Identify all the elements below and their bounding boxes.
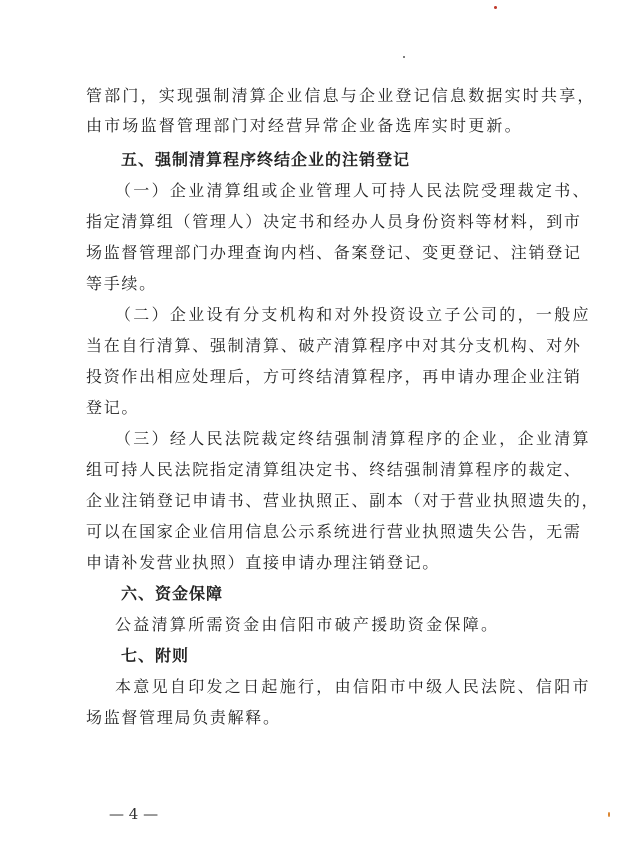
section-heading-7: 七、附则: [121, 646, 190, 665]
body-line-21: 场监督管理局负责解释。: [86, 708, 281, 727]
body-line-13: 组可持人民法院指定清算组决定书、终结强制清算程序的裁定、: [86, 460, 582, 479]
body-line-11: 登记。: [86, 398, 140, 417]
body-line-6: 场监督管理部门办理查询内档、备案登记、变更登记、注销登记: [86, 243, 582, 262]
body-line-2: 由市场监督管理部门对经营异常企业备选库实时更新。: [86, 116, 523, 135]
body-line-18: 公益清算所需资金由信阳市破产援助资金保障。: [115, 615, 500, 634]
body-line-15: 可以在国家企业信用信息公示系统进行营业执照遗失公告，无需: [86, 522, 582, 541]
section-heading-6: 六、资金保障: [121, 584, 224, 603]
body-line-7: 等手续。: [86, 274, 157, 293]
body-line-16: 申请补发营业执照）直接申请办理注销登记。: [86, 553, 441, 572]
body-line-4: （一）企业清算组或企业管理人可持人民法院受理裁定书、: [115, 181, 591, 200]
body-line-5: 指定清算组（管理人）决定书和经办人员身份资料等材料，到市: [86, 212, 582, 231]
body-line-10: 投资作出相应处理后，方可终结清算程序，再申请办理企业注销: [86, 367, 582, 386]
body-line-9: 当在自行清算、强制清算、破产清算程序中对其分支机构、对外: [86, 336, 582, 355]
body-line-8: （二）企业设有分支机构和对外投资设立子公司的，一般应: [115, 305, 591, 324]
body-line-14: 企业注销登记申请书、营业执照正、副本（对于营业执照遗失的，: [86, 491, 600, 510]
body-line-1: 管部门，实现强制清算企业信息与企业登记信息数据实时共享，: [86, 86, 596, 105]
section-heading-5: 五、强制清算程序终结企业的注销登记: [121, 150, 411, 169]
page-number: — 4 —: [109, 805, 159, 823]
scan-speck: [608, 812, 610, 817]
scan-speck: [494, 6, 497, 9]
scan-speck: [403, 56, 405, 58]
body-line-20: 本意见自印发之日起施行，由信阳市中级人民法院、信阳市: [115, 677, 591, 696]
body-line-12: （三）经人民法院裁定终结强制清算程序的企业，企业清算: [115, 429, 591, 448]
